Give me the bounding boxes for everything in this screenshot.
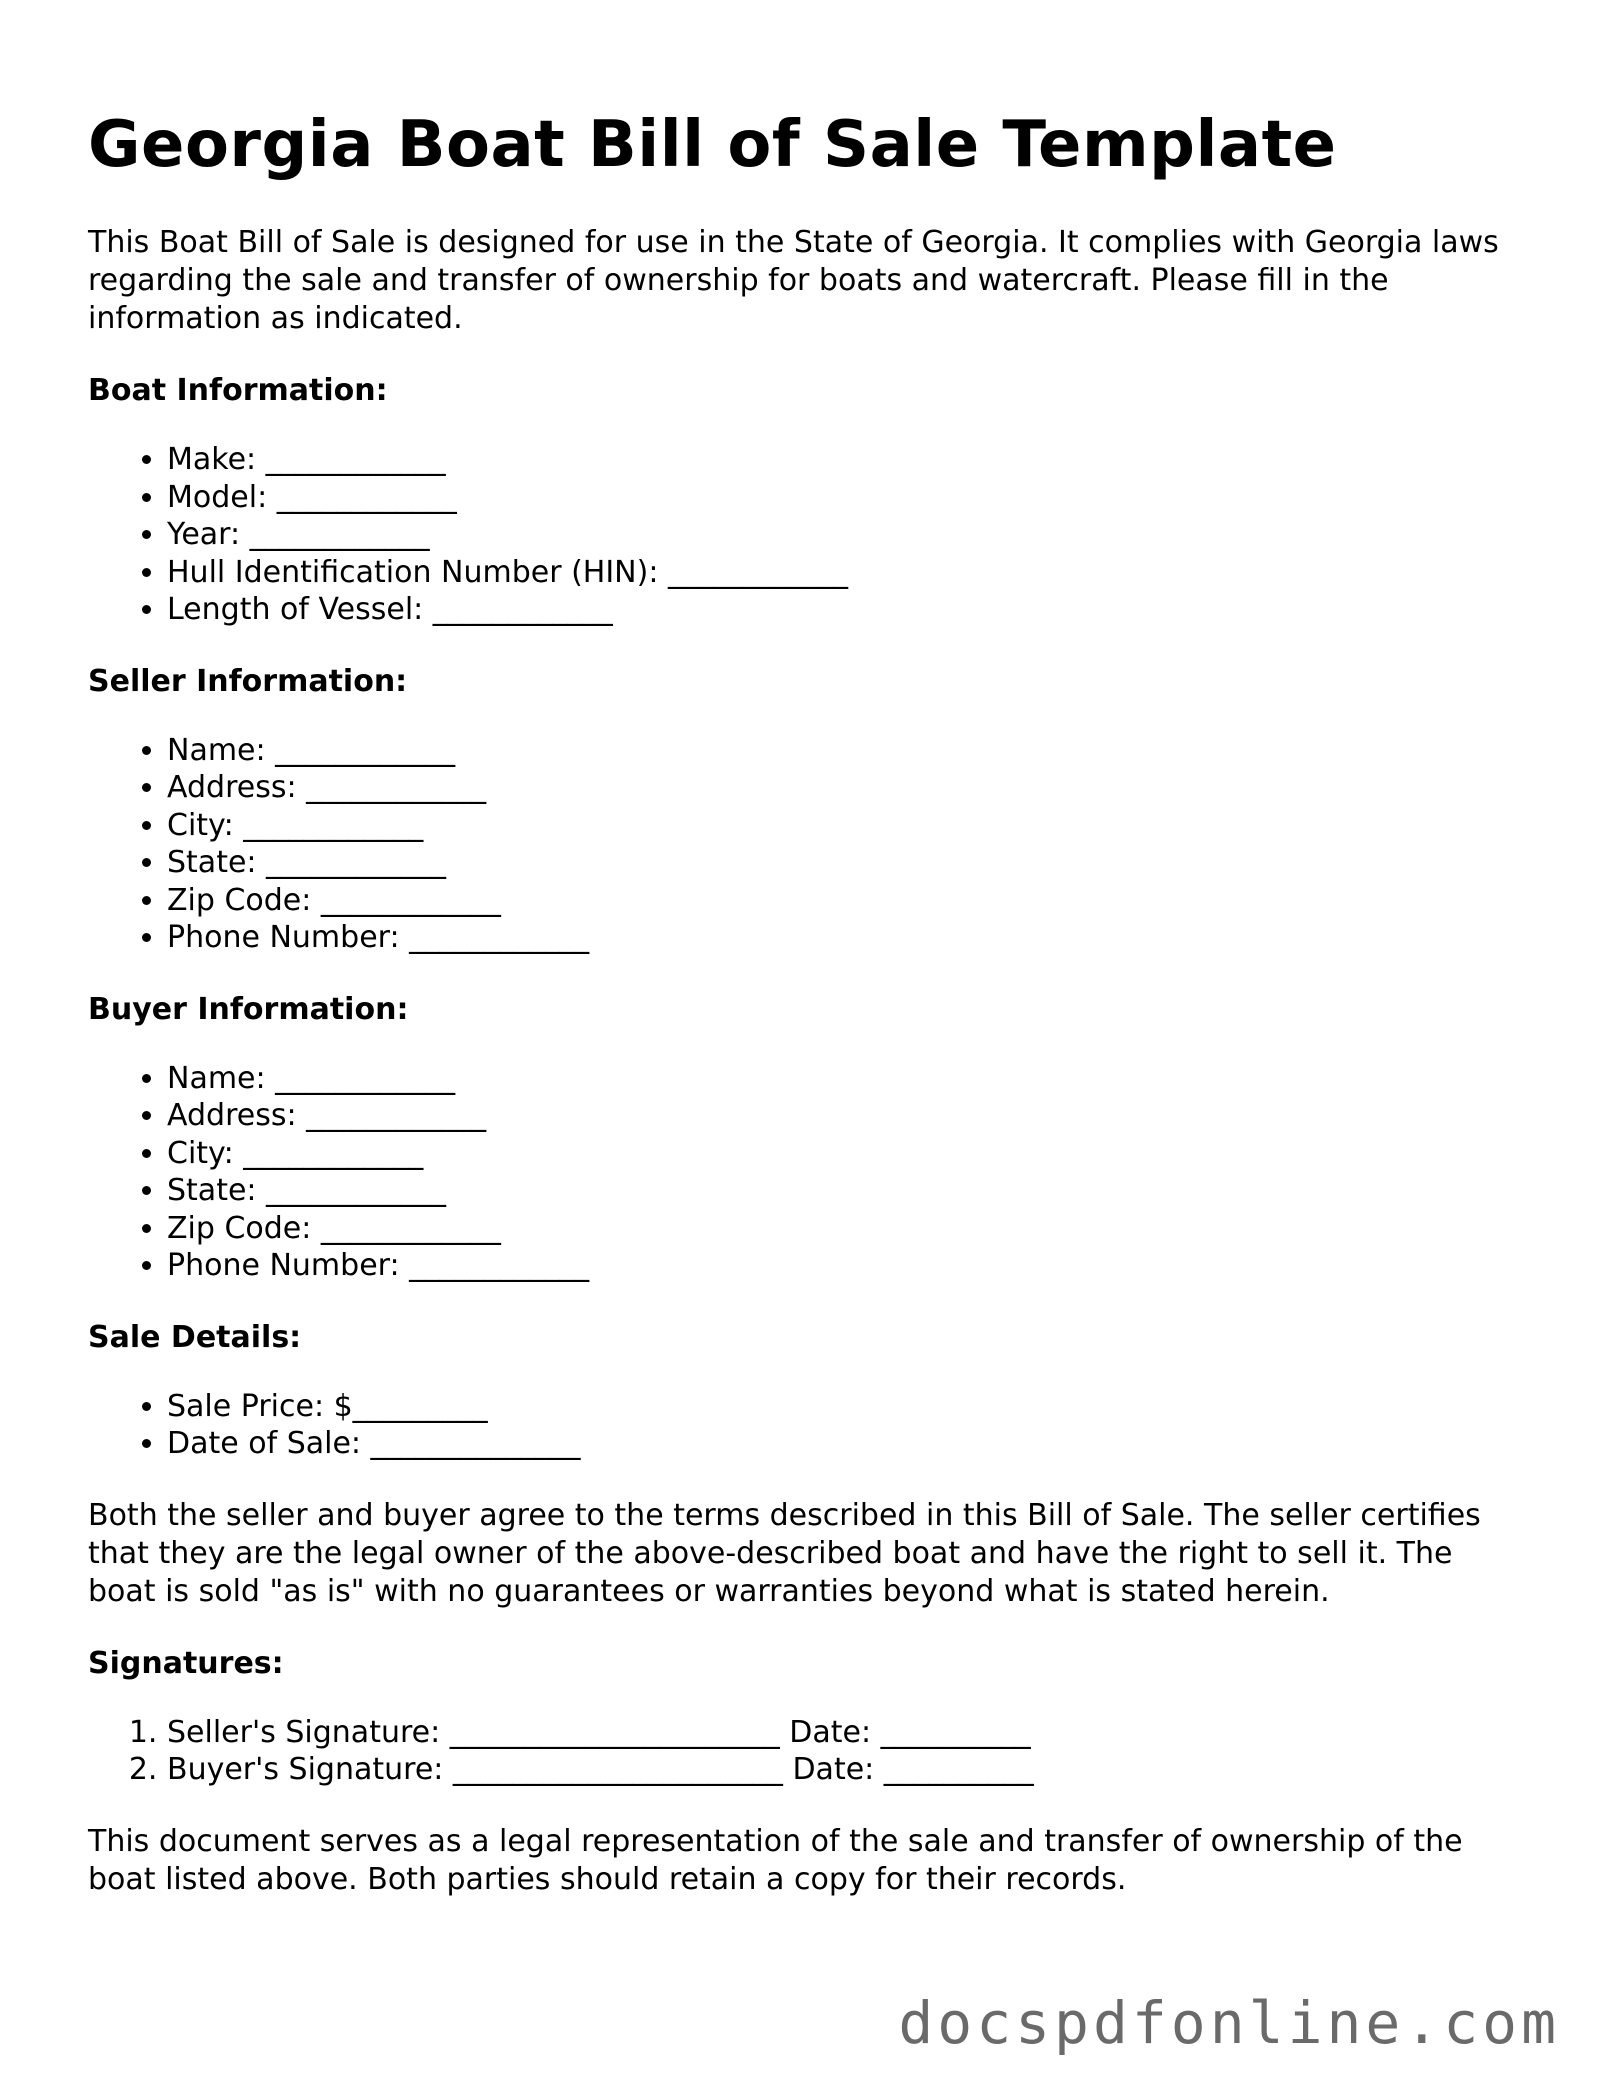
- buyer-address-field: • Address: ____________: [167, 1097, 1528, 1135]
- signatures-list: [88, 1714, 1528, 1789]
- sale-details-heading: Sale Details:: [88, 1319, 302, 1355]
- sale-details-list: [88, 1388, 1528, 1463]
- seller-state-field: • State: ____________: [167, 844, 1528, 882]
- boat-length-field: • Length of Vessel: ____________: [167, 591, 1528, 629]
- seller-city-field: • City: ____________: [167, 807, 1528, 845]
- signatures-heading: Signatures:: [88, 1645, 284, 1681]
- seller-phone-field: • Phone Number: ____________: [167, 919, 1528, 957]
- buyer-name-field: • Name: ____________: [167, 1060, 1528, 1098]
- buyer-information-list: [88, 1060, 1528, 1285]
- boat-hin-field: • Hull Identification Number (HIN): ____________: [167, 554, 1528, 592]
- boat-information-list: [88, 441, 1528, 629]
- sale-date-field: • Date of Sale: ______________: [167, 1425, 1528, 1463]
- buyer-information-heading: Buyer Information:: [88, 991, 409, 1027]
- buyer-state-field: • State: ____________: [167, 1172, 1528, 1210]
- seller-address-field: • Address: ____________: [167, 769, 1528, 807]
- seller-information-heading: Seller Information:: [88, 663, 408, 699]
- boat-year-field: • Year: ____________: [167, 516, 1528, 554]
- seller-signature-line: 1. Seller's Signature: ______________________ Date: __________: [167, 1714, 1528, 1752]
- watermark: docspdfonline.com: [898, 1989, 1560, 2057]
- seller-name-field: • Name: ____________: [167, 732, 1528, 770]
- agreement-paragraph: Both the seller and buyer agree to the terms described in this Bill of Sale. The seller certifies that they are the legal owner of the above-described boat and have the right to sell it. The boat is sold "as is" with no guarantees or warranties beyond what is stated herein.: [88, 1497, 1481, 1609]
- seller-information-list: [88, 732, 1528, 957]
- boat-make-field: • Make: ____________: [167, 441, 1528, 479]
- intro-paragraph: This Boat Bill of Sale is designed for use in the State of Georgia. It complies with Georgia laws regarding the sale and transfer of ownership for boats and watercraft. Please fill in the information as indicated.: [88, 225, 1499, 337]
- boat-model-field: • Model: ____________: [167, 479, 1528, 517]
- buyer-zip-field: • Zip Code: ____________: [167, 1210, 1528, 1248]
- boat-information-heading: Boat Information:: [88, 373, 388, 409]
- document-page: [88, 110, 1528, 1899]
- closing-paragraph: This document serves as a legal representation of the sale and transfer of ownership of the boat listed above. Both parties should retain a copy for their records.: [88, 1823, 1463, 1897]
- seller-zip-field: • Zip Code: ____________: [167, 882, 1528, 920]
- buyer-phone-field: • Phone Number: ____________: [167, 1247, 1528, 1285]
- sale-price-field: • Sale Price: $_________: [167, 1388, 1528, 1426]
- buyer-signature-line: 2. Buyer's Signature: ______________________ Date: __________: [167, 1751, 1528, 1789]
- page-title: Georgia Boat Bill of Sale Template: [88, 108, 1337, 182]
- buyer-city-field: • City: ____________: [167, 1135, 1528, 1173]
